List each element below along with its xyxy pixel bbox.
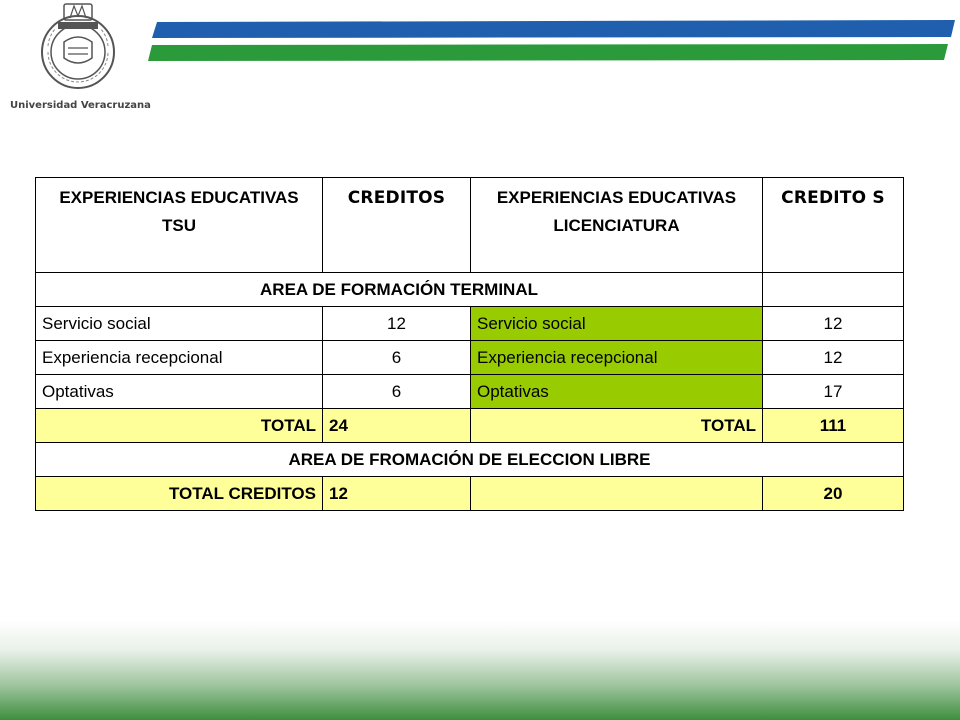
table-header-row bbox=[36, 178, 904, 273]
section-libre-label: AREA DE FROMACIÓN DE ELECCION LIBRE bbox=[36, 443, 904, 477]
header-licenciatura: EXPERIENCIAS EDUCATIVAS LICENCIATURA bbox=[471, 178, 763, 273]
total-lic-value: 111 bbox=[763, 409, 904, 443]
lic-course: Experiencia recepcional bbox=[471, 341, 763, 375]
section-terminal-empty bbox=[763, 273, 904, 307]
section-row-libre bbox=[36, 443, 904, 477]
tsu-credits: 12 bbox=[323, 307, 471, 341]
total-creditos-empty bbox=[471, 477, 763, 511]
tsu-course: Servicio social bbox=[36, 307, 323, 341]
lic-credits: 12 bbox=[763, 307, 904, 341]
table-row bbox=[36, 307, 904, 341]
total-creditos-row bbox=[36, 477, 904, 511]
green-stripe bbox=[148, 44, 948, 61]
total-creditos-lic: 20 bbox=[763, 477, 904, 511]
total-creditos-tsu: 12 bbox=[323, 477, 471, 511]
lic-credits: 12 bbox=[763, 341, 904, 375]
lic-course: Servicio social bbox=[471, 307, 763, 341]
table-row bbox=[36, 375, 904, 409]
header-creditos-lic: CREDITO S bbox=[763, 178, 904, 273]
lic-credits: 17 bbox=[763, 375, 904, 409]
total-lic-label: TOTAL bbox=[471, 409, 763, 443]
total-row bbox=[36, 409, 904, 443]
tsu-credits: 6 bbox=[323, 341, 471, 375]
total-tsu-value: 24 bbox=[323, 409, 471, 443]
header-tsu: EXPERIENCIAS EDUCATIVAS TSU bbox=[36, 178, 323, 273]
table-row bbox=[36, 341, 904, 375]
university-seal-icon bbox=[34, 2, 122, 90]
tsu-course: Optativas bbox=[36, 375, 323, 409]
section-row-terminal bbox=[36, 273, 904, 307]
section-terminal-label: AREA DE FORMACIÓN TERMINAL bbox=[36, 273, 763, 307]
blue-stripe bbox=[152, 20, 955, 38]
footer-gradient bbox=[0, 620, 960, 720]
tsu-course: Experiencia recepcional bbox=[36, 341, 323, 375]
total-tsu-label: TOTAL bbox=[36, 409, 323, 443]
lic-course: Optativas bbox=[471, 375, 763, 409]
tsu-credits: 6 bbox=[323, 375, 471, 409]
credits-table bbox=[35, 177, 904, 511]
header-creditos-tsu: CREDITOS bbox=[323, 178, 471, 273]
university-name: Universidad Veracruzana bbox=[10, 100, 151, 111]
total-creditos-label: TOTAL CREDITOS bbox=[36, 477, 323, 511]
university-logo bbox=[10, 2, 151, 120]
